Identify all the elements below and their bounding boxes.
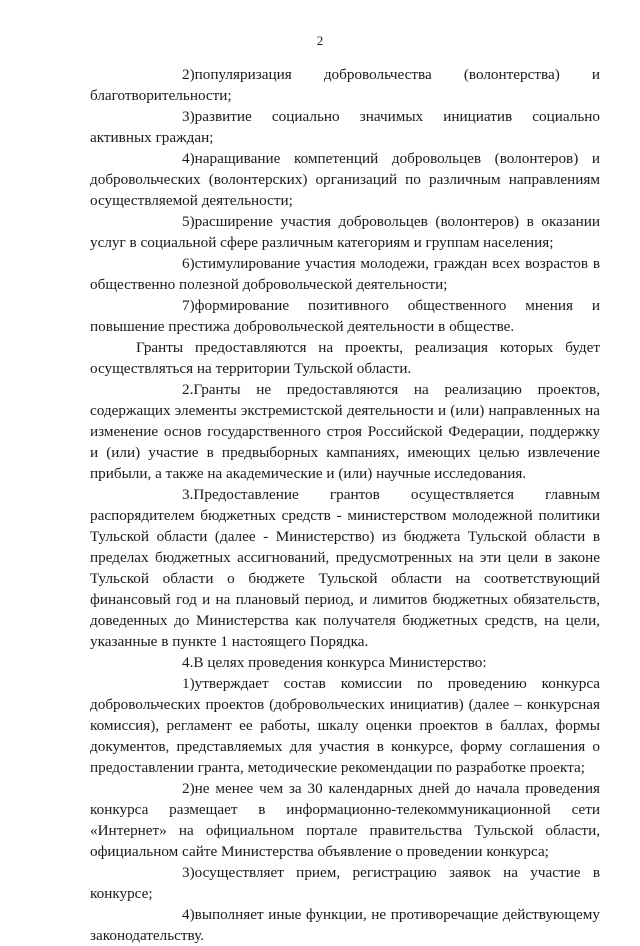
item-number: 6) bbox=[182, 255, 195, 272]
item-number: 2) bbox=[182, 66, 195, 83]
paragraph bbox=[90, 64, 600, 106]
paragraph bbox=[90, 148, 600, 211]
item-number: 4) bbox=[182, 906, 195, 923]
item-number: 1) bbox=[182, 675, 195, 692]
paragraph-text: формирование позитивного общественного мнения и повышение престижа добровольческой деятельности в обществе. bbox=[90, 297, 600, 335]
paragraph bbox=[90, 106, 600, 148]
paragraph-text: наращивание компетенций добровольцев (волонтеров) и добровольческих (волонтерских) организаций по различным направлениям осуществляемой деятельности; bbox=[90, 150, 600, 209]
paragraph-text: не менее чем за 30 календарных дней до начала проведения конкурса размещает в информационно-телекоммуникационной сети «Интернет» на официальном портале правительства Тульской области, официальном сайте Министерства объявление о проведении конкурса; bbox=[90, 780, 600, 860]
paragraph bbox=[90, 652, 600, 673]
paragraph-text: развитие социально значимых инициатив социально активных граждан; bbox=[90, 108, 600, 146]
paragraph-text: В целях проведения конкурса Министерство: bbox=[193, 654, 487, 671]
paragraph bbox=[90, 673, 600, 778]
paragraph-text: расширение участия добровольцев (волонтеров) в оказании услуг в социальной сфере различным категориям и группам населения; bbox=[90, 213, 600, 251]
item-number: 2. bbox=[182, 381, 194, 398]
paragraph-text: осуществляет прием, регистрацию заявок на участие в конкурсе; bbox=[90, 864, 600, 902]
paragraph bbox=[90, 211, 600, 253]
item-number: 3) bbox=[182, 108, 195, 125]
paragraph bbox=[90, 778, 600, 862]
paragraph bbox=[90, 253, 600, 295]
paragraph-text: Предоставление грантов осуществляется главным распорядителем бюджетных средств - министерством молодежной политики Тульской области (далее - Министерство) из бюджета Тульской области в пределах бюджетных ассигнований, предусмотренных на эти цели в законе Тульской области о бюджете Тульской области на соответствующий финансовый год и на плановый период, и лимитов бюджетных обязательств, доведенных до Министерства как получателя бюджетных средств, на цели, указанные в пункте 1 настоящего Порядка. bbox=[90, 486, 600, 650]
paragraph bbox=[90, 862, 600, 904]
paragraph bbox=[90, 295, 600, 337]
paragraph bbox=[90, 379, 600, 484]
item-number: 3. bbox=[182, 486, 194, 503]
item-number: 4) bbox=[182, 150, 195, 167]
item-number: 5) bbox=[182, 213, 195, 230]
paragraph-text: Гранты предоставляются на проекты, реализация которых будет осуществляться на территории Тульской области. bbox=[90, 339, 600, 377]
paragraph bbox=[90, 484, 600, 652]
paragraph-text: Гранты не предоставляются на реализацию проектов, содержащих элементы экстремистской деятельности и (или) направленных на изменение основ государственного строя Российской Федерации, поддержку и (или) участие в предвыборных кампаниях, имеющих целью извлечение прибыли, а также на академические и (или) научные исследования. bbox=[90, 381, 600, 482]
page-number: 2 bbox=[316, 33, 324, 48]
paragraph bbox=[90, 904, 600, 946]
item-number: 2) bbox=[182, 780, 195, 797]
paragraph-text: выполняет иные функции, не противоречащие действующему законодательству. bbox=[90, 906, 600, 944]
paragraph bbox=[90, 337, 600, 379]
item-number: 7) bbox=[182, 297, 195, 314]
paragraph-text: популяризация добровольчества (волонтерства) и благотворительности; bbox=[90, 66, 600, 104]
item-number: 4. bbox=[182, 654, 194, 671]
paragraph-text: стимулирование участия молодежи, граждан всех возрастов в общественно полезной добровольческой деятельности; bbox=[90, 255, 600, 293]
paragraph-text: утверждает состав комиссии по проведению конкурса добровольческих проектов (добровольческих инициатив) (далее – конкурсная комиссия), регламент ее работы, шкалу оценки проектов в баллах, формы документов, представляемых для участия в конкурсе, форму соглашения о предоставлении гранта, методические рекомендации по разработке проекта; bbox=[90, 675, 600, 776]
item-number: 3) bbox=[182, 864, 195, 881]
document-body bbox=[90, 64, 600, 946]
